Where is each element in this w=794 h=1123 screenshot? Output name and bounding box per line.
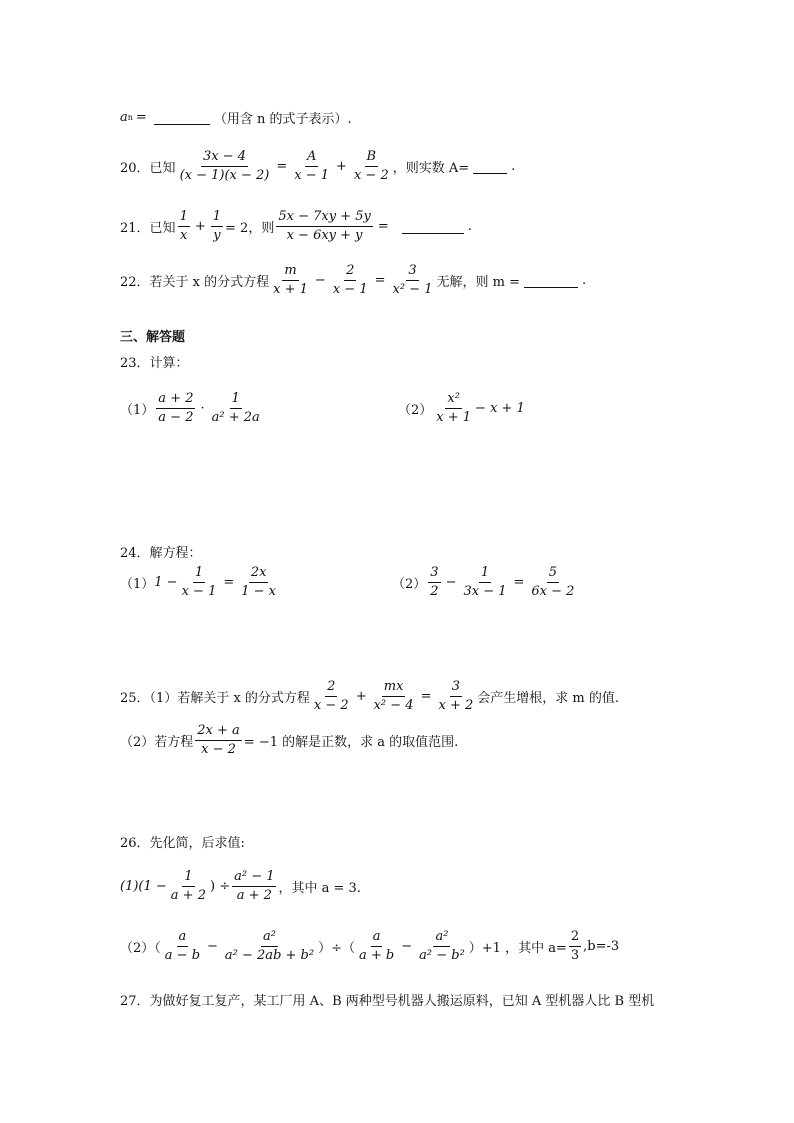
part-label: （1） [120, 577, 155, 593]
den: a² − b² [419, 948, 465, 964]
part-label: （1） [120, 403, 155, 419]
op: − [401, 939, 413, 955]
q24-part-2 [392, 566, 578, 600]
den: 2 [430, 584, 439, 600]
den: x − 2 [201, 742, 236, 758]
den: x² − 4 [373, 698, 414, 714]
q26-p2-plus: ）+1 ，其中 a= [468, 941, 567, 957]
q26-p1-div: ) ÷ [209, 879, 231, 895]
den: x + 2 [438, 698, 474, 714]
q22-frac-3 [391, 264, 435, 298]
q21-end: . [467, 219, 472, 235]
den: (x − 1)(x − 2) [179, 168, 270, 184]
answer-blank [154, 110, 210, 125]
den: x − 2 [313, 698, 349, 714]
answer-blank [402, 219, 464, 234]
den: 1 − x [241, 584, 277, 600]
num: x² [445, 392, 462, 409]
q23-p1-frac-2 [210, 392, 262, 426]
op: = [374, 273, 386, 289]
q21-pre: 已知 [149, 221, 176, 237]
num: 1 [193, 566, 205, 583]
q26-p2-post: ,b=-3 [583, 939, 620, 955]
q22-post: 无解，则 m = [436, 275, 520, 291]
q24-p1-lead: 1 − [154, 575, 178, 591]
den: x + 1 [436, 410, 472, 426]
num: mx [382, 680, 406, 697]
num: A [305, 150, 318, 167]
q20-number: 20． [120, 161, 150, 177]
q19-tail [120, 108, 352, 127]
q25-part-2 [120, 724, 458, 758]
num: 3 [428, 566, 440, 583]
q22-number: 22． [120, 275, 150, 291]
op: − [445, 575, 457, 591]
q26-p2-frac-a [569, 930, 581, 964]
q22-pre: 若关于 x 的分式方程 [149, 275, 270, 291]
q20-post: ，则实数 A= [392, 161, 470, 177]
q20-frac-3 [352, 150, 391, 184]
part-label: （2） [398, 403, 433, 419]
den: a + 2 [170, 888, 206, 904]
op: − [207, 939, 218, 955]
q21-frac-2 [211, 210, 223, 244]
question-27: 27．为做好复工复产，某工厂用 A、B 两种型号机器人搬运原料，已知 A 型机器人比 B 型机 [120, 994, 655, 1009]
den: x − 1 [181, 584, 217, 600]
q25-p2-pre: （2）若方程 [120, 735, 194, 751]
q23-title: 23．计算： [120, 356, 189, 371]
section-heading: 三、解答题 [120, 330, 186, 345]
q24-p2-frac-2 [461, 566, 508, 600]
n-sub: n [127, 113, 133, 122]
q25-p1-frac-1 [312, 680, 351, 714]
q26-title: 26．先化简，后求值: [120, 836, 245, 851]
num: a [177, 930, 189, 947]
q26-p2-pre: （2）（ [120, 941, 161, 957]
q23-p1-frac-1 [156, 392, 195, 426]
q26-part-1 [120, 870, 361, 904]
q21-frac-3 [276, 210, 372, 244]
q20-end: . [511, 159, 516, 175]
q20-pre: 已知 [149, 161, 176, 177]
q20-frac-2 [292, 150, 331, 184]
den: x − 1 [332, 282, 368, 298]
op: = [513, 575, 525, 591]
num: 1 [178, 210, 190, 227]
den: a − b [164, 948, 201, 964]
op: + [194, 219, 206, 235]
equals: = [135, 110, 147, 125]
question-21 [120, 210, 472, 244]
q24-p1-frac-2 [239, 566, 278, 600]
q20-frac-1 [178, 150, 272, 184]
num: 1 [182, 870, 194, 887]
q26-part-2 [120, 930, 619, 964]
answer-blank [473, 159, 507, 174]
num: 1 [211, 210, 223, 227]
op: + [336, 159, 347, 175]
op: = [276, 159, 288, 175]
num: 1 [479, 566, 491, 583]
q26-p1-frac-1 [169, 870, 208, 904]
q26-p2-frac-3 [357, 930, 396, 964]
q25-p2-post: = −1 的解是正数，求 a 的取值范围. [243, 735, 459, 751]
q24-part-1 [120, 566, 280, 600]
q19-note: （用含 n 的式子表示）. [213, 112, 352, 127]
q24-title: 24．解方程： [120, 546, 202, 561]
op: = [223, 575, 235, 591]
num: B [365, 150, 379, 167]
den: a² − 2ab + b² [224, 948, 315, 964]
num: a² − 1 [232, 870, 276, 887]
op: = [420, 689, 432, 705]
q21-frac-1 [178, 210, 190, 244]
q25-p1-frac-3 [436, 680, 475, 714]
q22-end: . [581, 273, 587, 289]
den: x [180, 228, 188, 244]
num: 3 [450, 680, 462, 697]
q23-part-1 [120, 392, 264, 426]
num: 2x + a [195, 724, 242, 741]
q24-p2-frac-1 [428, 566, 440, 600]
den: a + b [358, 948, 395, 964]
num: 3 [406, 264, 418, 281]
num: a² [433, 930, 450, 947]
op: · [200, 401, 205, 417]
num: 5 [547, 566, 559, 583]
q24-p1-frac-1 [180, 566, 219, 600]
den: x − 1 [294, 168, 330, 184]
num: 2 [344, 264, 356, 281]
num: 2x [249, 566, 269, 583]
num: a [371, 930, 383, 947]
q26-p2-frac-1 [163, 930, 202, 964]
q25-p1-post: 会产生增根，求 m 的值. [477, 691, 619, 707]
question-22 [120, 264, 586, 298]
answer-blank [524, 273, 578, 288]
q26-p2-frac-4 [417, 930, 467, 964]
q25-p2-frac [195, 724, 242, 758]
q26-p2-frac-2 [223, 930, 316, 964]
den: 3 [570, 948, 580, 964]
den: a + 2 [236, 888, 272, 904]
den: x² − 1 [392, 282, 433, 298]
den: 3x − 1 [463, 584, 507, 600]
a-var: a [120, 110, 128, 125]
q26-p1-frac-2 [232, 870, 276, 904]
q25-p1-pre: 25．（1）若解关于 x 的分式方程 [120, 691, 310, 707]
q21-number: 21． [120, 221, 150, 237]
num: a + 2 [156, 392, 195, 409]
den: x − 2 [353, 168, 389, 184]
op: = [377, 219, 389, 235]
op: + [355, 689, 367, 705]
num: 2 [569, 930, 581, 947]
q22-frac-2 [331, 264, 370, 298]
q23-p2-frac [434, 392, 473, 426]
den: y [213, 228, 221, 244]
den: x − 6xy + y [286, 228, 363, 244]
num: 3x − 4 [201, 150, 248, 167]
q26-p1-pre: (1)(1 − [120, 879, 167, 895]
question-20 [120, 150, 515, 184]
den: 6x − 2 [531, 584, 575, 600]
q22-frac-1 [271, 264, 310, 298]
den: a² + 2a [211, 410, 260, 426]
op: − [314, 273, 326, 289]
q25-part-1 [120, 680, 619, 714]
num: m [282, 264, 298, 281]
part-label: （2） [392, 577, 427, 593]
q26-p1-post: ，其中 a = 3. [278, 881, 361, 897]
q23-part-2 [398, 392, 525, 426]
num: 5x − 7xy + 5y [276, 210, 372, 227]
den: x + 1 [273, 282, 308, 298]
q21-mid: = 2，则 [225, 221, 275, 237]
q25-p1-frac-2 [372, 680, 416, 714]
num: a² [261, 930, 278, 947]
q26-p2-mid: ）÷（ [318, 941, 355, 957]
num: 2 [325, 680, 337, 697]
den: a − 2 [158, 410, 194, 426]
q23-p2-rest: − x + 1 [475, 401, 525, 417]
num: 1 [230, 392, 242, 409]
q24-p2-frac-3 [529, 566, 576, 600]
